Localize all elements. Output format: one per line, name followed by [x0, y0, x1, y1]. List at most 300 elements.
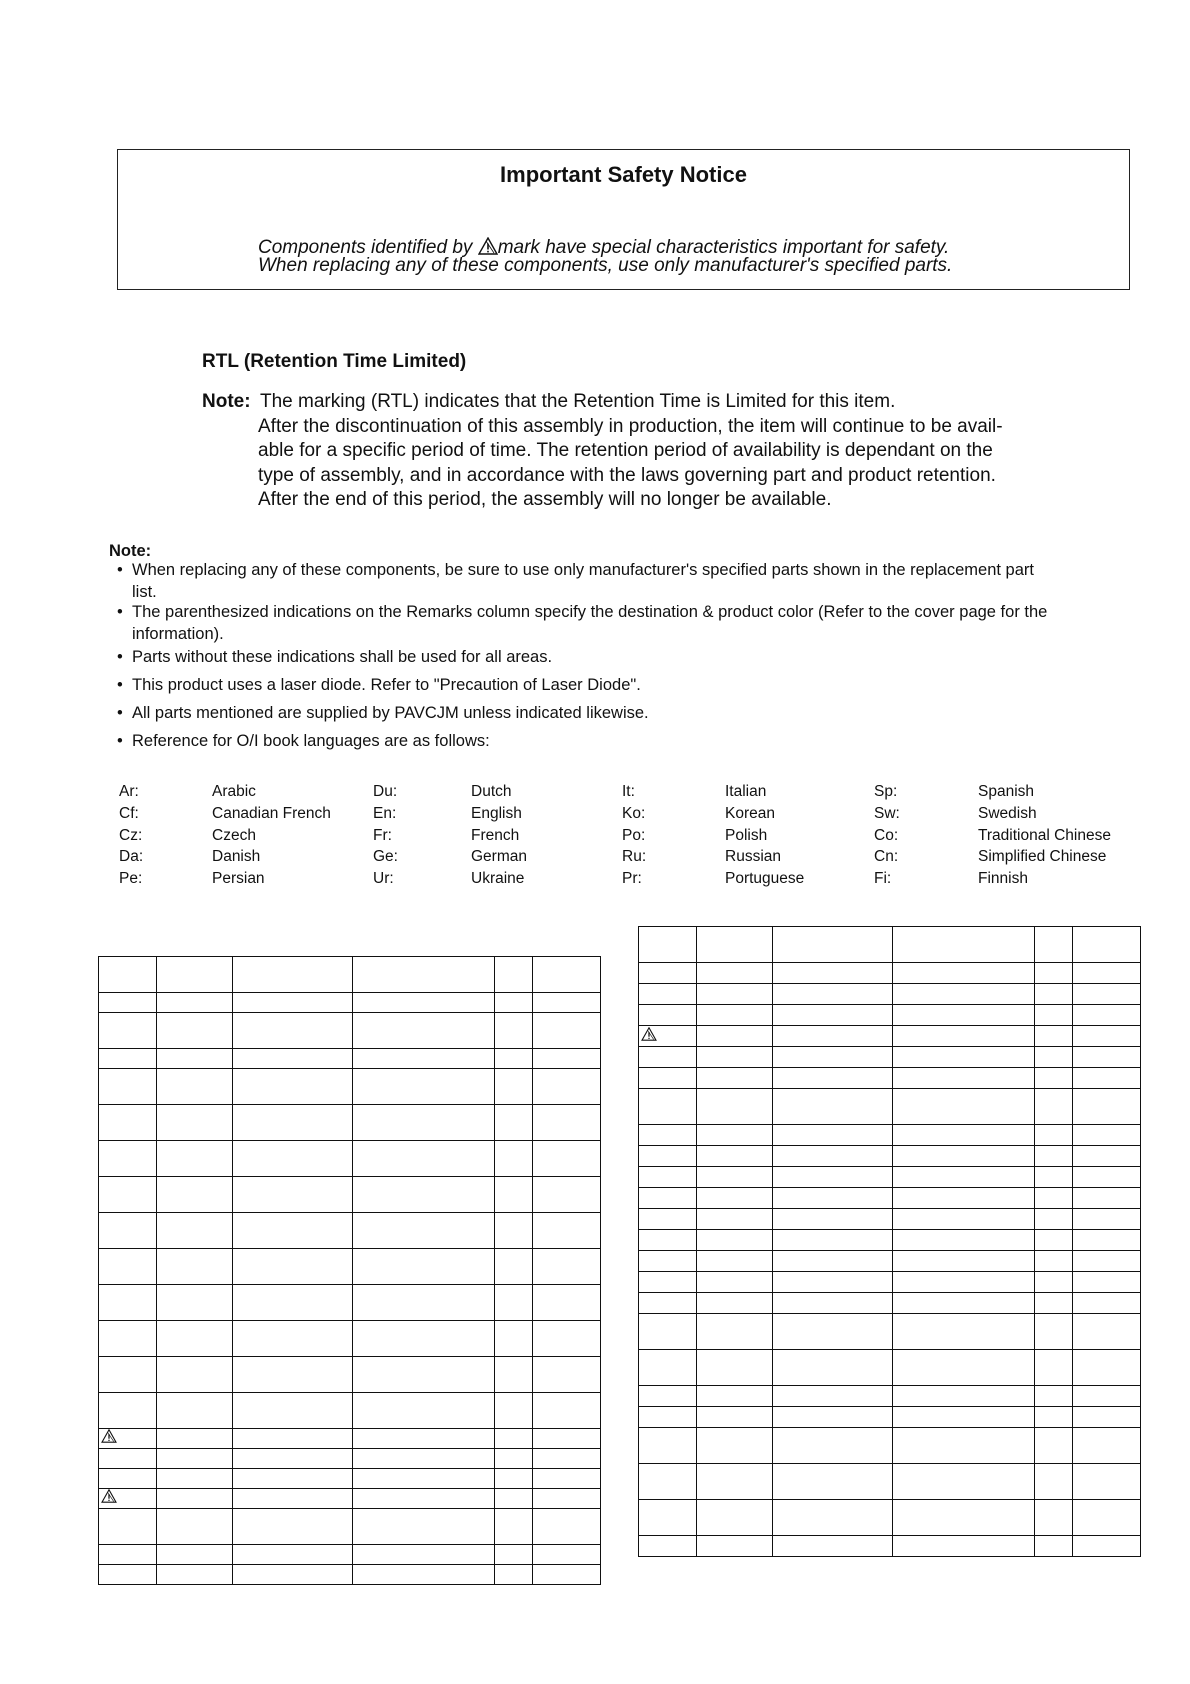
table-row	[639, 1209, 1141, 1230]
table-header-cell	[893, 927, 1035, 963]
table-cell	[353, 1285, 495, 1321]
table-cell	[495, 993, 533, 1013]
table-cell	[893, 1350, 1035, 1386]
table-cell	[1073, 984, 1141, 1005]
language-code: Da:	[119, 848, 144, 866]
table-cell	[1073, 1350, 1141, 1386]
table-cell	[773, 1428, 893, 1464]
table-row	[639, 1386, 1141, 1407]
table-cell	[697, 1005, 773, 1026]
language-code: Fi:	[874, 870, 892, 888]
bullet-icon: •	[117, 648, 123, 666]
language-name: Russian	[725, 848, 781, 866]
note-bullet-line: Reference for O/I book languages are as follows:	[132, 732, 490, 750]
table-cell	[99, 1249, 157, 1285]
table-cell	[639, 1068, 697, 1089]
language-code: Ru:	[622, 848, 647, 866]
table-cell	[495, 1393, 533, 1429]
table-cell	[697, 963, 773, 984]
table-cell	[893, 1464, 1035, 1500]
table-cell	[157, 993, 233, 1013]
table-cell	[99, 1469, 157, 1489]
table-cell	[1073, 1146, 1141, 1167]
table-cell	[353, 1213, 495, 1249]
table-cell	[495, 1249, 533, 1285]
table-row	[99, 1105, 601, 1141]
table-cell	[353, 1565, 495, 1585]
table-cell	[99, 1321, 157, 1357]
table-cell	[697, 1500, 773, 1536]
table-cell	[1035, 1272, 1073, 1293]
table-header-cell	[1035, 927, 1073, 963]
table-cell	[353, 1509, 495, 1545]
table-cell	[639, 1407, 697, 1428]
language-code: Fr:	[373, 826, 392, 844]
table-cell	[697, 1251, 773, 1272]
table-row	[639, 1026, 1141, 1047]
table-header-row	[99, 957, 601, 993]
table-row	[99, 1013, 601, 1049]
table-cell	[99, 1393, 157, 1429]
table-row	[639, 1272, 1141, 1293]
table-cell	[1073, 1209, 1141, 1230]
table-cell	[533, 1049, 601, 1069]
bullet-icon: •	[117, 676, 123, 694]
table-row	[99, 1141, 601, 1177]
table-header-cell	[495, 957, 533, 993]
table-row	[639, 1230, 1141, 1251]
table-row	[99, 1249, 601, 1285]
table-row	[639, 1146, 1141, 1167]
table-cell	[533, 1069, 601, 1105]
table-cell	[639, 1167, 697, 1188]
table-cell	[1073, 1230, 1141, 1251]
table-cell	[233, 1393, 353, 1429]
table-cell	[639, 1005, 697, 1026]
rtl-note-line: able for a specific period of time. The retention period of availability is dependant on the	[258, 440, 993, 461]
language-code: It:	[622, 783, 635, 800]
table-cell	[1035, 1314, 1073, 1350]
table-cell	[533, 1489, 601, 1509]
table-row	[99, 1321, 601, 1357]
parts-table-right	[638, 926, 1141, 1557]
table-cell	[533, 1321, 601, 1357]
table-cell	[773, 963, 893, 984]
table-cell	[157, 1509, 233, 1545]
language-code: Ur:	[373, 870, 394, 888]
language-code: Ar:	[119, 783, 139, 800]
table-cell	[893, 1407, 1035, 1428]
rtl-note-label: Note:	[202, 391, 251, 412]
table-cell	[1035, 1386, 1073, 1407]
language-code: Cf:	[119, 804, 139, 822]
table-cell	[1073, 1089, 1141, 1125]
language-name: Finnish	[978, 870, 1028, 888]
table-cell	[353, 1489, 495, 1509]
language-name: Polish	[725, 826, 768, 844]
table-cell	[533, 1213, 601, 1249]
table-cell	[773, 1350, 893, 1386]
table-cell	[697, 1386, 773, 1407]
table-cell	[495, 1565, 533, 1585]
table-cell	[353, 1449, 495, 1469]
table-cell	[533, 1565, 601, 1585]
table-row	[639, 1005, 1141, 1026]
table-row	[639, 1293, 1141, 1314]
table-cell	[893, 1272, 1035, 1293]
language-name: Spanish	[978, 783, 1035, 800]
table-row	[99, 993, 601, 1013]
table-cell	[157, 1489, 233, 1509]
table-cell	[1035, 1125, 1073, 1146]
table-cell	[1073, 1251, 1141, 1272]
safety-notice-box	[117, 149, 1130, 290]
table-row	[99, 1069, 601, 1105]
table-row	[639, 1068, 1141, 1089]
table-cell	[533, 1509, 601, 1545]
rtl-heading: RTL (Retention Time Limited)	[202, 351, 467, 372]
table-cell	[773, 1005, 893, 1026]
language-code: Po:	[622, 826, 646, 844]
table-cell	[353, 1357, 495, 1393]
language-code: Co:	[874, 826, 899, 844]
table-cell	[233, 1177, 353, 1213]
table-cell	[1035, 1089, 1073, 1125]
table-row	[639, 1428, 1141, 1464]
table-cell	[495, 1489, 533, 1509]
table-row	[639, 1407, 1141, 1428]
table-header-cell	[157, 957, 233, 993]
table-cell	[697, 1209, 773, 1230]
table-cell	[1073, 1167, 1141, 1188]
table-cell	[639, 1428, 697, 1464]
table-cell	[639, 1230, 697, 1251]
table-row	[99, 1449, 601, 1469]
table-cell	[1073, 1536, 1141, 1557]
table-cell	[233, 1069, 353, 1105]
language-code: Ge:	[373, 848, 398, 866]
table-cell	[697, 1428, 773, 1464]
table-cell	[697, 1047, 773, 1068]
table-cell	[639, 1188, 697, 1209]
table-cell	[157, 1545, 233, 1565]
table-cell	[353, 1249, 495, 1285]
table-cell	[157, 1321, 233, 1357]
table-cell	[353, 1013, 495, 1049]
table-cell	[697, 1230, 773, 1251]
table-cell	[533, 1357, 601, 1393]
language-name: English	[471, 804, 522, 822]
table-cell	[1035, 1251, 1073, 1272]
table-row	[639, 1188, 1141, 1209]
note-bullet-line: information).	[132, 624, 224, 643]
table-cell	[639, 1026, 697, 1047]
table-row	[639, 1089, 1141, 1125]
table-cell	[233, 1469, 353, 1489]
table-row	[99, 1285, 601, 1321]
language-name: Canadian French	[212, 804, 331, 822]
table-row	[639, 1464, 1141, 1500]
table-cell	[639, 1350, 697, 1386]
table-cell	[1073, 1314, 1141, 1350]
table-cell	[233, 1489, 353, 1509]
table-cell	[99, 1213, 157, 1249]
language-code: Pe:	[119, 870, 143, 888]
table-cell	[1035, 1350, 1073, 1386]
table-cell	[353, 1469, 495, 1489]
table-cell	[893, 1047, 1035, 1068]
table-cell	[1035, 1026, 1073, 1047]
table-cell	[1073, 963, 1141, 984]
note-bullet-line: All parts mentioned are supplied by PAVCJM unless indicated likewise.	[132, 704, 649, 722]
table-cell	[157, 1177, 233, 1213]
table-row	[639, 1314, 1141, 1350]
table-cell	[893, 1188, 1035, 1209]
table-cell	[533, 993, 601, 1013]
table-cell	[697, 1188, 773, 1209]
table-cell	[893, 1386, 1035, 1407]
table-cell	[99, 1285, 157, 1321]
warning-triangle-icon	[478, 237, 498, 255]
note-bullet-line: The parenthesized indications on the Remarks column specify the destination & product color (Refer to the cover page for the	[132, 603, 1048, 621]
table-cell	[157, 1449, 233, 1469]
note-bullet-line: This product uses a laser diode. Refer to "Precaution of Laser Diode".	[132, 676, 641, 694]
table-cell	[495, 1105, 533, 1141]
table-cell	[533, 1249, 601, 1285]
table-cell	[773, 1293, 893, 1314]
table-cell	[353, 1141, 495, 1177]
table-cell	[99, 1509, 157, 1545]
table-cell	[157, 1105, 233, 1141]
safety-notice-title: Important Safety Notice	[500, 162, 747, 187]
table-cell	[1073, 1464, 1141, 1500]
table-cell	[1035, 963, 1073, 984]
table-cell	[773, 1167, 893, 1188]
table-cell	[697, 1089, 773, 1125]
table-cell	[893, 1500, 1035, 1536]
table-cell	[639, 1209, 697, 1230]
table-cell	[773, 1089, 893, 1125]
table-cell	[157, 1069, 233, 1105]
table-cell	[533, 1449, 601, 1469]
table-cell	[639, 984, 697, 1005]
language-name: Dutch	[471, 783, 512, 800]
table-row	[639, 1125, 1141, 1146]
table-cell	[639, 1047, 697, 1068]
table-cell	[99, 1449, 157, 1469]
table-cell	[773, 1251, 893, 1272]
table-header-cell	[533, 957, 601, 993]
table-cell	[697, 1464, 773, 1500]
table-cell	[1035, 1167, 1073, 1188]
table-cell	[639, 1464, 697, 1500]
language-name: Korean	[725, 804, 775, 822]
table-cell	[233, 1213, 353, 1249]
table-cell	[893, 1209, 1035, 1230]
language-name: Swedish	[978, 804, 1037, 822]
language-name: Ukraine	[471, 870, 525, 888]
table-cell	[1035, 1005, 1073, 1026]
table-cell	[533, 1545, 601, 1565]
parts-table-left	[98, 956, 601, 1585]
table-cell	[495, 1013, 533, 1049]
table-cell	[773, 1407, 893, 1428]
table-cell	[1073, 1188, 1141, 1209]
table-cell	[233, 1509, 353, 1545]
table-row	[99, 1565, 601, 1585]
table-cell	[697, 1272, 773, 1293]
table-cell	[99, 993, 157, 1013]
table-cell	[157, 1565, 233, 1585]
notes-label: Note:	[109, 542, 152, 560]
language-code: Sp:	[874, 783, 898, 800]
table-cell	[697, 1026, 773, 1047]
table-cell	[233, 1285, 353, 1321]
language-code: Pr:	[622, 870, 642, 888]
table-cell	[639, 1293, 697, 1314]
table-cell	[533, 1393, 601, 1429]
table-cell	[697, 1167, 773, 1188]
table-cell	[773, 1314, 893, 1350]
table-row	[99, 1489, 601, 1509]
table-cell	[99, 1069, 157, 1105]
table-cell	[233, 1049, 353, 1069]
table-cell	[697, 1314, 773, 1350]
language-code: Ko:	[622, 804, 646, 822]
table-cell	[157, 1357, 233, 1393]
table-cell	[157, 1429, 233, 1449]
table-cell	[893, 1125, 1035, 1146]
table-cell	[893, 963, 1035, 984]
table-header-cell	[353, 957, 495, 993]
table-row	[639, 1251, 1141, 1272]
table-cell	[697, 1125, 773, 1146]
table-cell	[1035, 984, 1073, 1005]
table-cell	[773, 1536, 893, 1557]
table-cell	[233, 1141, 353, 1177]
table-header-cell	[639, 927, 697, 963]
table-cell	[99, 1429, 157, 1449]
table-cell	[697, 984, 773, 1005]
table-cell	[1073, 1293, 1141, 1314]
table-cell	[495, 1469, 533, 1489]
table-header-cell	[233, 957, 353, 993]
table-cell	[495, 1545, 533, 1565]
table-cell	[773, 984, 893, 1005]
table-row	[639, 984, 1141, 1005]
table-cell	[99, 1545, 157, 1565]
safety-text: mark have special characteristics important for safety.	[497, 237, 950, 258]
rtl-note-line: type of assembly, and in accordance with the laws governing part and product retention.	[258, 465, 996, 486]
table-cell	[99, 1105, 157, 1141]
table-cell	[233, 1013, 353, 1049]
table-row	[639, 1536, 1141, 1557]
language-code: Cz:	[119, 826, 143, 844]
table-cell	[697, 1293, 773, 1314]
bullet-icon: •	[117, 603, 123, 621]
table-cell	[1073, 1068, 1141, 1089]
table-cell	[157, 1469, 233, 1489]
language-name: Italian	[725, 783, 767, 800]
table-cell	[353, 1321, 495, 1357]
language-code: Sw:	[874, 804, 900, 822]
table-cell	[233, 1249, 353, 1285]
note-bullet-line: When replacing any of these components, be sure to use only manufacturer's specified parts shown in the replacement part	[132, 561, 1034, 579]
table-cell	[893, 984, 1035, 1005]
table-cell	[233, 1565, 353, 1585]
table-cell	[639, 1314, 697, 1350]
table-cell	[99, 1489, 157, 1509]
bullet-icon: •	[117, 704, 123, 722]
table-cell	[639, 1536, 697, 1557]
table-cell	[495, 1509, 533, 1545]
table-row	[99, 1049, 601, 1069]
table-cell	[353, 1393, 495, 1429]
table-cell	[1035, 1536, 1073, 1557]
language-code: Du:	[373, 783, 398, 800]
table-cell	[533, 1013, 601, 1049]
safety-notice-line-2: When replacing any of these components, use only manufacturer's specified parts.	[258, 255, 953, 276]
language-code: Cn:	[874, 848, 899, 866]
table-cell	[1073, 1125, 1141, 1146]
table-header-cell	[1073, 927, 1141, 963]
table-cell	[773, 1047, 893, 1068]
table-cell	[773, 1464, 893, 1500]
table-cell	[893, 1005, 1035, 1026]
language-name: German	[471, 848, 527, 866]
table-cell	[639, 1500, 697, 1536]
table-cell	[157, 1285, 233, 1321]
language-name: Traditional Chinese	[978, 826, 1111, 844]
table-cell	[495, 1069, 533, 1105]
table-cell	[495, 1141, 533, 1177]
warning-triangle-icon	[101, 1429, 117, 1443]
table-cell	[1073, 1047, 1141, 1068]
table-cell	[1035, 1188, 1073, 1209]
note-bullet-line: Parts without these indications shall be used for all areas.	[132, 648, 553, 666]
table-cell	[697, 1407, 773, 1428]
table-cell	[1035, 1464, 1073, 1500]
table-cell	[773, 1068, 893, 1089]
language-name: Persian	[212, 870, 265, 888]
language-name: Czech	[212, 826, 256, 844]
table-cell	[233, 1429, 353, 1449]
table-cell	[353, 1177, 495, 1213]
table-cell	[1035, 1428, 1073, 1464]
table-cell	[495, 1213, 533, 1249]
table-cell	[893, 1089, 1035, 1125]
table-cell	[99, 1049, 157, 1069]
table-cell	[1073, 1026, 1141, 1047]
table-row	[99, 1213, 601, 1249]
table-cell	[157, 1393, 233, 1429]
language-name: Arabic	[212, 783, 256, 800]
table-cell	[639, 1386, 697, 1407]
table-cell	[773, 1386, 893, 1407]
table-cell	[157, 1213, 233, 1249]
table-cell	[697, 1536, 773, 1557]
table-cell	[533, 1105, 601, 1141]
table-cell	[697, 1068, 773, 1089]
table-cell	[533, 1429, 601, 1449]
table-cell	[233, 1105, 353, 1141]
table-cell	[773, 1230, 893, 1251]
bullet-icon: •	[117, 561, 123, 579]
table-cell	[1073, 1407, 1141, 1428]
table-cell	[639, 1251, 697, 1272]
table-row	[639, 1500, 1141, 1536]
table-cell	[533, 1177, 601, 1213]
